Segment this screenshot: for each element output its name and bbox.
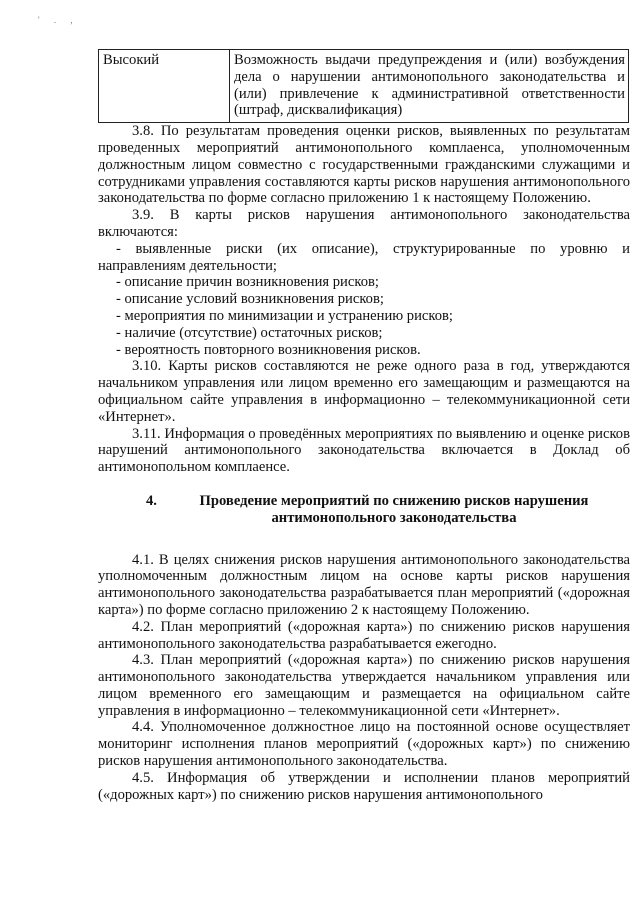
- section-title-line-1: Проведение мероприятий по снижению рисков нарушения: [199, 492, 589, 509]
- list-item: - описание причин возникновения рисков;: [116, 274, 379, 291]
- paragraph-3-8: 3.8. По результатам проведения оценки рисков, выявленных по результатам проведенных мероприятий антимонопольного комплаенса, уполномоченным должностным лицом совместно с государственными гражданскими служащими и сотрудниками управления составляются карты рисков нарушения антимонопольного законодательства по форме согласно приложению 1 к настоящему Положению.: [98, 123, 630, 207]
- paragraph-4-1: 4.1. В целях снижения рисков нарушения антимонопольного законодательства уполномоченным должностным лицом на основе карты рисков нарушения антимонопольного законодательства разрабатывается план мероприятий («дорожная карта») по форме согласно приложению 2 к настоящему Положению.: [98, 551, 630, 618]
- paragraph-3-10: 3.10. Карты рисков составляются не реже одного раза в год, утверждаются начальником управления или лицом временно его замещающим и размещаются на официальном сайте управления в информационно – телекоммуникационной сети «Интернет».: [98, 358, 630, 425]
- list-item: - вероятность повторного возникновения рисков.: [116, 341, 421, 358]
- paragraph-4-4: 4.4. Уполномоченное должностное лицо на постоянной основе осуществляет мониторинг исполнения планов мероприятий («дорожных карт») по снижению рисков нарушения антимонопольного законодательства.: [98, 719, 630, 770]
- scan-marks: ' . ,: [38, 15, 79, 25]
- paragraph-4-2: 4.2. План мероприятий («дорожная карта») по снижению рисков нарушения антимонопольного законодательства разрабатывается ежегодно.: [98, 618, 630, 652]
- paragraph-3-11: 3.11. Информация о проведённых мероприятиях по выявлению и оценке рисков нарушений антимонопольного законодательства включается в Доклад об антимонопольном комплаенсе.: [98, 425, 630, 476]
- list-item: - выявленные риски (их описание), структурированные по уровню и направлениям деятельности;: [98, 240, 630, 274]
- section-number: 4.: [146, 492, 157, 509]
- list-item: - мероприятия по минимизации и устранению рисков;: [116, 307, 453, 324]
- paragraph-3-9: 3.9. В карты рисков нарушения антимонопольного законодательства включаются:: [98, 207, 630, 240]
- document-page: [98, 0, 630, 803]
- paragraph-4-5: 4.5. Информация об утверждении и исполнении планов мероприятий («дорожных карт») по снижению рисков нарушения антимонопольного: [98, 769, 630, 803]
- section-title-line-2: антимонопольного законодательства: [271, 509, 517, 526]
- list-item: - наличие (отсутствие) остаточных рисков;: [116, 324, 383, 341]
- section-4-heading: [98, 493, 630, 527]
- paragraph-4-3: 4.3. План мероприятий («дорожная карта») по снижению рисков нарушения антимонопольного законодательства утверждается начальником управления или лицом временного его замещающим и размещается на официальном сайте управления в информационно – телекоммуникационной сети «Интернет».: [98, 652, 630, 719]
- risk-level-cell: Высокий: [99, 50, 230, 123]
- list-item: - описание условий возникновения рисков;: [116, 291, 384, 308]
- table-row: [99, 50, 629, 123]
- risk-description-cell: Возможность выдачи предупреждения и (или) возбуждения дела о нарушении антимонопольного законодательства и (или) привлечение к административной ответственности (штраф, дисквалификация): [230, 50, 629, 123]
- risk-level-table: [98, 49, 629, 123]
